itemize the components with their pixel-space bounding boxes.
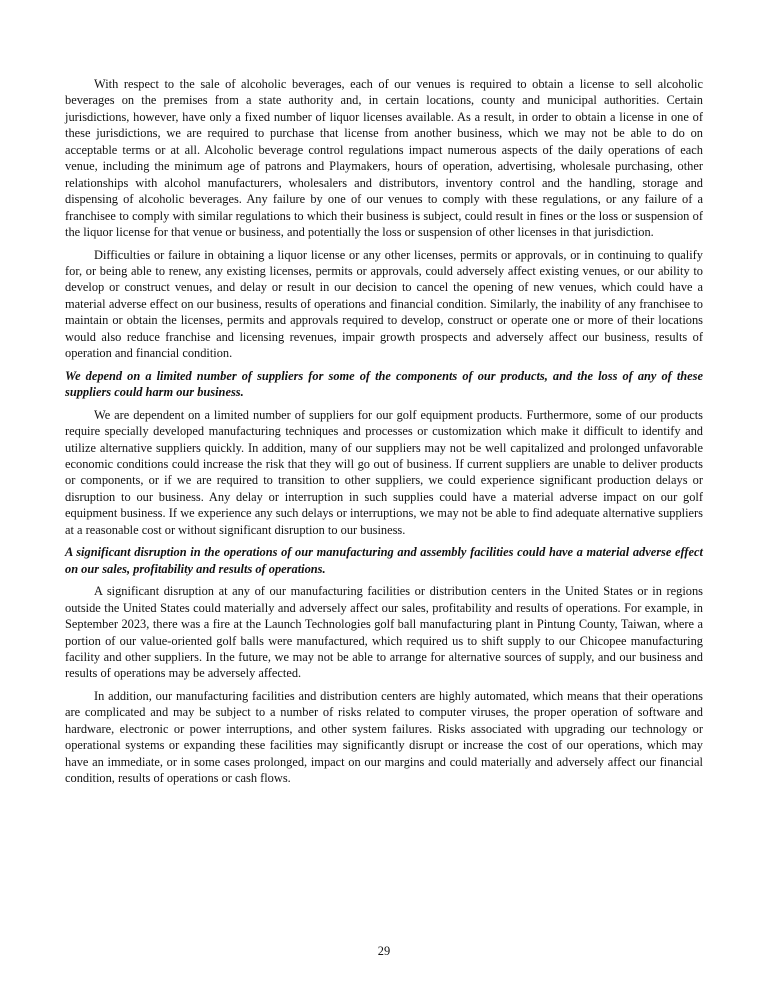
paragraph-alcohol-licensing: With respect to the sale of alcoholic beverages, each of our venues is required to obtain a license to sell alcoholic beverages on the premises from a state authority and, in certain locations, county and municipal authorities. Certain jurisdictions, however, have only a fixed number of liquor licenses available. As a result, in order to obtain a license in one of these jurisdictions, we are required to purchase that license from another business, which we may not be able to do on acceptable terms or at all. Alcoholic beverage control regulations impact numerous aspects of the daily operations of each venue, including the minimum age of patrons and Playmakers, hours of operation, advertising, wholesale purchasing, other relationships with alcohol manufacturers, wholesalers and distributors, inventory control and the handling, storage and dispensing of alcoholic beverages. Any failure by one of our venues to comply with these regulations, or any failure of a franchisee to comply with similar regulations to which their business is subject, could result in fines or the loss or suspension of the liquor license for that venue or business, and potentially the loss or suspension of other licenses in that jurisdiction. [65, 77, 703, 240]
paragraph-automation-risks: In addition, our manufacturing facilities and distribution centers are highly automated, which means that their operations are complicated and may be subject to a number of risks related to computer viruses, the proper operation of software and hardware, electronic or power interruptions, and other system failures. Risks associated with upgrading our technology or operational systems or expanding these facilities may significantly disrupt or increase the cost of our operations, which may have an immediate, or in some cases prolonged, impact on our margins and could materially and adversely affect our financial condition, results of operations or cash flows. [65, 688, 703, 786]
risk-heading-suppliers: We depend on a limited number of suppliers for some of the components of our products, and the loss of any of these suppliers could harm our business. [65, 368, 703, 400]
paragraph-license-difficulties: Difficulties or failure in obtaining a liquor license or any other licenses, permits or approvals, or in continuing to qualify for, or being able to renew, any existing licenses, permits or approvals, could adversely affect existing venues, or our ability to develop or construct venues, and delay or result in our decision to cancel the opening of new venues, which could have a material adverse effect on our business, results of operations and financial condition. Similarly, the inability of any franchisee to maintain or obtain the licenses, permits and approvals required to develop, construct or operate one or more of their locations would also reduce franchise and licensing revenues, impair growth prospects and adversely affect our business, results of operation and financial condition. [65, 247, 703, 361]
paragraph-manufacturing-disruption: A significant disruption at any of our manufacturing facilities or distribution centers in the United States or in regions outside the United States could materially and adversely affect our sales, profitability and results of operations. For example, in September 2023, there was a fire at the Launch Technologies golf ball manufacturing plant in Pintung County, Taiwan, where a portion of our value-oriented golf balls were manufactured, which required us to shift supply to our Chicopee manufacturing facility and other suppliers. In the future, we may not be able to arrange for alternative sources of supply, and our business and results of operations may be adversely affected. [65, 584, 703, 681]
paragraph-suppliers: We are dependent on a limited number of suppliers for our golf equipment products. Furthermore, some of our products require specially developed manufacturing techniques and processes or customization which make it difficult to identify and utilize alternative suppliers quickly. In addition, many of our suppliers may not be well capitalized and prolonged unfavorable economic conditions could increase the risk that they will go out of business. If current suppliers are unable to deliver products or components, or if we are required to transition to other suppliers, we could experience significant production delays or disruption to our business. Any delay or interruption in such supplies could have a material adverse impact on our golf equipment business. If we experience any such delays or interruptions, we may not be able to find adequate alternative suppliers at a reasonable cost or without significant disruption to our business. [65, 407, 703, 537]
page-number: 29 [377, 944, 391, 958]
document-page [65, 76, 703, 793]
risk-heading-manufacturing-disruption: A significant disruption in the operations of our manufacturing and assembly facilities could have a material adverse effect on our sales, profitability and results of operations. [65, 545, 703, 576]
